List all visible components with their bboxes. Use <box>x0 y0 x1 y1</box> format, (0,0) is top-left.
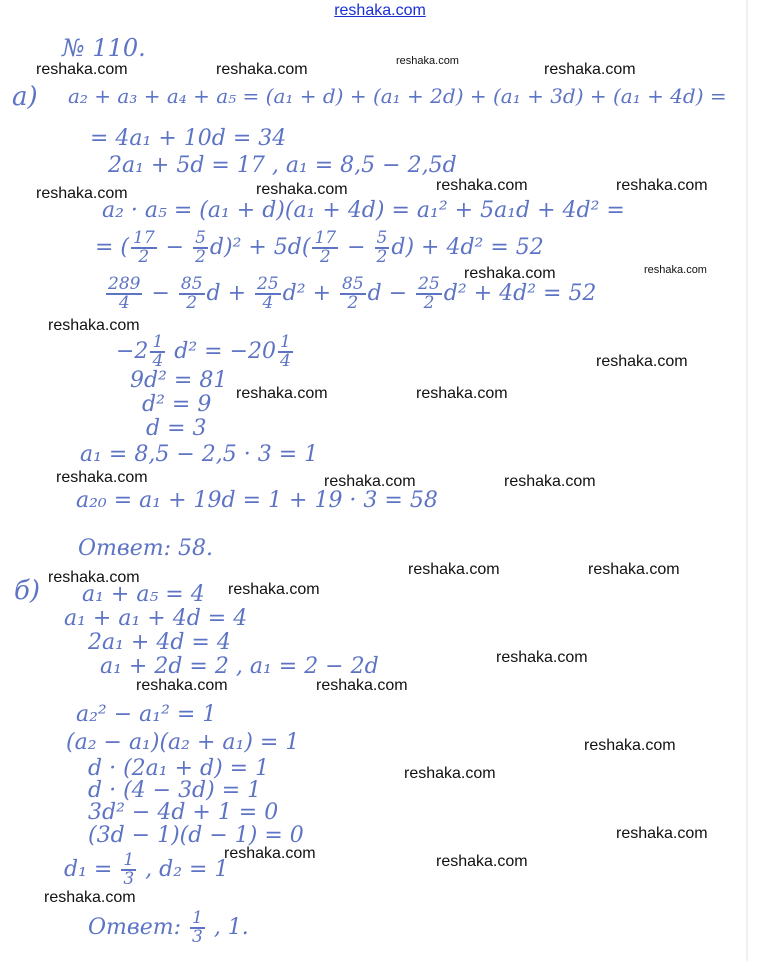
fraction <box>278 334 293 370</box>
fraction <box>312 230 338 266</box>
line-a-9: d² = 9 <box>142 392 212 417</box>
numerator: 289 <box>108 274 141 294</box>
fraction <box>340 276 366 312</box>
expression-part: − <box>144 281 177 306</box>
numerator: 1 <box>123 850 135 870</box>
denominator: 4 <box>280 351 291 371</box>
numerator: 85 <box>342 274 364 294</box>
watermark: reshaka.com <box>616 177 708 194</box>
watermark: reshaka.com <box>504 473 596 490</box>
expression-part: d + <box>206 281 254 306</box>
watermark: reshaka.com <box>436 177 528 194</box>
expression-part: d − <box>367 281 415 306</box>
watermark: reshaka.com <box>136 677 228 694</box>
watermark: reshaka.com <box>616 825 708 842</box>
watermark: reshaka.com <box>588 561 680 578</box>
numerator: 25 <box>418 274 440 294</box>
fraction <box>416 276 442 312</box>
line-b-5: a₂² − a₁² = 1 <box>76 702 217 727</box>
watermark: reshaka.com <box>436 853 528 870</box>
answer-a: Ответ: 58. <box>78 536 213 561</box>
line-b-8: d · (4 − 3d) = 1 <box>88 778 262 803</box>
numerator: 5 <box>376 228 388 248</box>
denominator: 3 <box>192 927 203 947</box>
fraction <box>131 230 157 266</box>
answer-prefix: Ответ: <box>88 915 188 940</box>
line-a-7 <box>116 334 295 370</box>
line-b-6: (a₂ − a₁)(a₂ + a₁) = 1 <box>66 730 300 755</box>
watermark: reshaka.com <box>324 473 416 490</box>
line-b-10: (3d − 1)(d − 1) = 0 <box>88 823 304 848</box>
fraction <box>106 276 142 312</box>
fraction <box>121 852 136 888</box>
line-a-2: = 4a₁ + 10d = 34 <box>90 126 287 151</box>
answer-suffix: , 1. <box>206 915 249 940</box>
watermark: reshaka.com <box>224 845 316 862</box>
watermark: reshaka.com <box>644 264 707 276</box>
line-a-1: a₂ + a₃ + a₄ + a₅ = (a₁ + d) + (a₁ + 2d) + (a₁ + 3d) + (a₁ + 4d) = <box>68 84 727 108</box>
fraction <box>150 334 165 370</box>
denominator: 2 <box>131 247 157 266</box>
watermark: reshaka.com <box>584 737 676 754</box>
fraction <box>255 276 281 312</box>
expression-part: d² + 4d² = 52 <box>443 281 597 306</box>
watermark: reshaka.com <box>48 569 140 586</box>
numerator: 17 <box>133 228 155 248</box>
expression-part: d₁ = <box>64 857 120 882</box>
watermark: reshaka.com <box>228 581 320 598</box>
line-b-7: d · (2a₁ + d) = 1 <box>88 756 270 781</box>
denominator: 2 <box>195 247 206 267</box>
numerator: 1 <box>280 332 291 352</box>
line-a-8: 9d² = 81 <box>130 368 228 393</box>
expression-part: d² = −20 <box>167 339 277 364</box>
line-a-5 <box>95 230 544 266</box>
watermark: reshaka.com <box>408 561 500 578</box>
numerator: 17 <box>314 228 337 248</box>
expression-part: d)² + 5d( <box>209 235 311 260</box>
watermark: reshaka.com <box>56 469 148 486</box>
line-a-5-pre: = ( <box>95 235 130 260</box>
expression-part: d) + 4d² = 52 <box>391 235 544 260</box>
watermark: reshaka.com <box>48 317 140 334</box>
operator: − <box>340 235 373 260</box>
site-header-link[interactable]: reshaka.com <box>334 2 426 19</box>
line-b-4: a₁ + 2d = 2 , a₁ = 2 − 2d <box>100 654 379 679</box>
line-b-3: 2a₁ + 4d = 4 <box>88 630 231 655</box>
watermark: reshaka.com <box>596 353 688 370</box>
line-a-3: 2a₁ + 5d = 17 , a₁ = 8,5 − 2,5d <box>108 153 457 178</box>
fraction <box>193 230 208 266</box>
denominator: 3 <box>123 869 135 889</box>
watermark: reshaka.com <box>44 889 136 906</box>
line-b-2: a₁ + a₁ + 4d = 4 <box>64 606 248 631</box>
denominator: 2 <box>312 247 338 266</box>
fraction <box>375 230 390 266</box>
fraction <box>179 276 205 312</box>
denominator: 2 <box>416 293 442 312</box>
line-a-10: d = 3 <box>146 416 207 441</box>
numerator: 25 <box>257 274 279 294</box>
numerator: 1 <box>152 332 164 352</box>
watermark: reshaka.com <box>544 61 636 78</box>
watermark: reshaka.com <box>396 55 459 67</box>
answer-b <box>88 910 249 946</box>
line-a-4: a₂ · a₅ = (a₁ + d)(a₁ + 4d) = a₁² + 5a₁d + 4d² = <box>102 198 625 223</box>
line-b-1: a₁ + a₅ = 4 <box>82 582 205 607</box>
expression-part: −2 <box>116 339 149 364</box>
watermark: reshaka.com <box>36 61 128 78</box>
line-b-9: 3d² − 4d + 1 = 0 <box>88 800 279 825</box>
part-a-label: а) <box>12 82 38 112</box>
line-a-11: a₁ = 8,5 − 2,5 · 3 = 1 <box>80 442 319 467</box>
watermark: reshaka.com <box>316 677 408 694</box>
watermark: reshaka.com <box>496 649 588 666</box>
watermark: reshaka.com <box>36 185 128 202</box>
denominator: 4 <box>255 293 281 312</box>
denominator: 4 <box>106 293 142 312</box>
line-a-12: a₂₀ = a₁ + 19d = 1 + 19 · 3 = 58 <box>76 488 438 513</box>
denominator: 2 <box>376 247 388 267</box>
fraction <box>190 910 205 946</box>
numerator: 85 <box>180 274 203 294</box>
denominator: 2 <box>179 293 205 312</box>
part-b-label: б) <box>14 576 41 606</box>
watermark: reshaka.com <box>256 181 348 198</box>
problem-number: № 110. <box>62 34 146 62</box>
page-edge-line <box>746 0 748 961</box>
numerator: 1 <box>192 908 203 928</box>
line-b-11 <box>64 852 228 888</box>
denominator: 2 <box>340 293 366 312</box>
watermark: reshaka.com <box>216 61 308 78</box>
watermark: reshaka.com <box>464 265 556 282</box>
denominator: 4 <box>152 351 164 371</box>
numerator: 5 <box>195 228 206 248</box>
watermark: reshaka.com <box>236 385 328 402</box>
operator: − <box>158 235 192 260</box>
watermark: reshaka.com <box>416 385 508 402</box>
watermark: reshaka.com <box>404 765 496 782</box>
expression-part: d² + <box>282 281 338 306</box>
expression-part: , d₂ = 1 <box>138 857 229 882</box>
